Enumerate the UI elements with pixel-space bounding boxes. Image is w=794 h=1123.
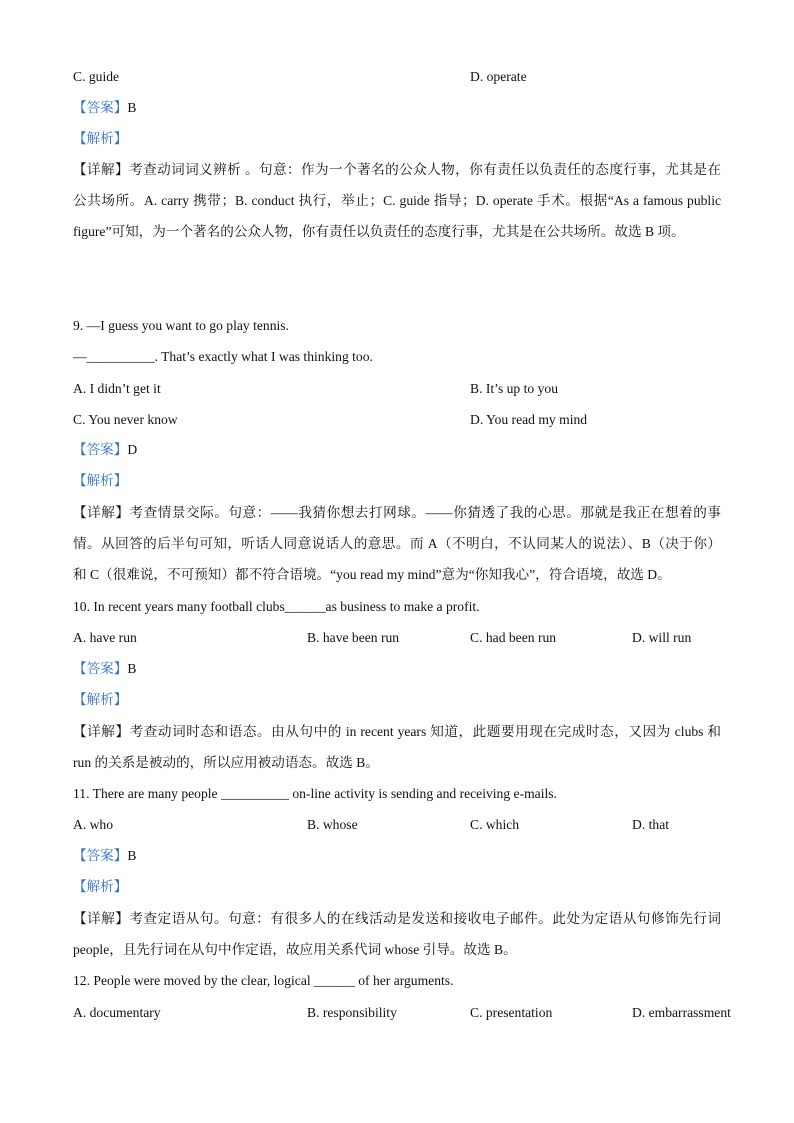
answer-value: B <box>127 661 137 676</box>
detail-text: 考查动词时态和语态。由从句中的 in recent years 知道，此题要用现在完成时态，又因为 clubs 和 <box>129 724 722 739</box>
answer-value: B <box>127 100 137 115</box>
q11-detail-line-2: people，且先行词在从句中作定语，故应用关系代词 whose 引导。故选 B。 <box>73 942 517 957</box>
q12-stem: 12. People were moved by the clear, logical ______ of her arguments. <box>73 973 454 988</box>
q10-stem: 10. In recent years many football clubs______as business to make a profit. <box>73 599 480 614</box>
q8-answer <box>73 99 136 117</box>
q10-option-a: A. have run <box>73 630 137 645</box>
detail-tag: 【详解】 <box>73 162 130 177</box>
q9-detail-line-2: 情。从回答的后半句可知，听话人同意说话人的意思。而 A（不明白，不认同某人的说法）、B（决于你） <box>73 536 721 551</box>
q11-detail-line-1 <box>73 910 721 928</box>
q8-option-d: D. operate <box>470 69 527 84</box>
q9-stem-2: —__________. That’s exactly what I was thinking too. <box>73 349 373 364</box>
q9-option-a: A. I didn’t get it <box>73 381 161 396</box>
detail-tag: 【详解】 <box>73 724 130 739</box>
q9-option-b: B. It’s up to you <box>470 381 558 396</box>
detail-text: 考查定语从句。句意：有很多人的在线活动是发送和接收电子邮件。此处为定语从句修饰先行词 <box>129 911 722 926</box>
answer-tag: 【答案】 <box>73 661 128 676</box>
q10-detail-line-2: run 的关系是被动的，所以应用被动语态。故选 B。 <box>73 755 379 770</box>
detail-text: 考查情景交际。句意：——我猜你想去打网球。——你猜透了我的心思。那就是我正在想着的事 <box>129 505 722 520</box>
q10-option-d: D. will run <box>632 630 692 645</box>
q8-options-row <box>73 68 527 86</box>
q9-options-row-2 <box>73 411 588 429</box>
answer-tag: 【答案】 <box>73 848 128 863</box>
q12-option-c: C. presentation <box>470 1005 553 1020</box>
q10-analysis-tag: 【解析】 <box>73 692 128 707</box>
q12-option-b: B. responsibility <box>307 1005 397 1020</box>
q8-detail-line-2: 公共场所。A. carry 携带；B. conduct 执行，举止；C. guide 指导；D. operate 手术。根据“As a famous public <box>73 193 721 208</box>
q11-options-row <box>73 816 669 834</box>
q10-detail-line-1 <box>73 723 721 741</box>
q12-option-a: A. documentary <box>73 1005 161 1020</box>
q11-answer <box>73 847 136 865</box>
q9-option-d: D. You read my mind <box>470 412 588 427</box>
q9-detail-line-1 <box>73 504 721 522</box>
q12-option-d: D. embarrassment <box>632 1005 731 1020</box>
q8-detail-line-3: figure”可知，为一个著名的公众人物，你有责任以负责任的态度行事，尤其是在公共场所。故选 B 项。 <box>73 224 685 239</box>
q10-option-c: C. had been run <box>470 630 557 645</box>
q9-stem-1: 9. —I guess you want to go play tennis. <box>73 318 289 333</box>
q9-answer <box>73 441 137 459</box>
q9-detail-line-3: 和 C（很难说，不可预知）都不符合语境。“you read my mind”意为“你知我心”，符合语境，故选 D。 <box>73 567 671 582</box>
detail-tag: 【详解】 <box>73 911 130 926</box>
q8-analysis-tag: 【解析】 <box>73 131 128 146</box>
q11-stem: 11. There are many people __________ on-line activity is sending and receiving e-mails. <box>73 786 557 801</box>
q11-option-a: A. who <box>73 817 114 832</box>
answer-value: B <box>127 848 137 863</box>
q8-option-c: C. guide <box>73 69 120 84</box>
q10-answer <box>73 660 136 678</box>
q11-analysis-tag: 【解析】 <box>73 879 128 894</box>
q11-option-c: C. which <box>470 817 520 832</box>
answer-tag: 【答案】 <box>73 100 128 115</box>
answer-value: D <box>127 442 138 457</box>
q8-detail-line-1 <box>73 161 721 179</box>
q10-options-row <box>73 629 692 647</box>
q11-option-b: B. whose <box>307 817 358 832</box>
q9-option-c: C. You never know <box>73 412 178 427</box>
detail-tag: 【详解】 <box>73 505 130 520</box>
q12-options-row <box>73 1004 731 1022</box>
detail-text: 考查动词词义辨析 。句意：作为一个著名的公众人物，你有责任以负责任的态度行事，尤其是在 <box>129 162 721 177</box>
answer-tag: 【答案】 <box>73 442 128 457</box>
q10-option-b: B. have been run <box>307 630 400 645</box>
q9-options-row-1 <box>73 380 558 398</box>
q11-option-d: D. that <box>632 817 669 832</box>
q9-analysis-tag: 【解析】 <box>73 473 128 488</box>
